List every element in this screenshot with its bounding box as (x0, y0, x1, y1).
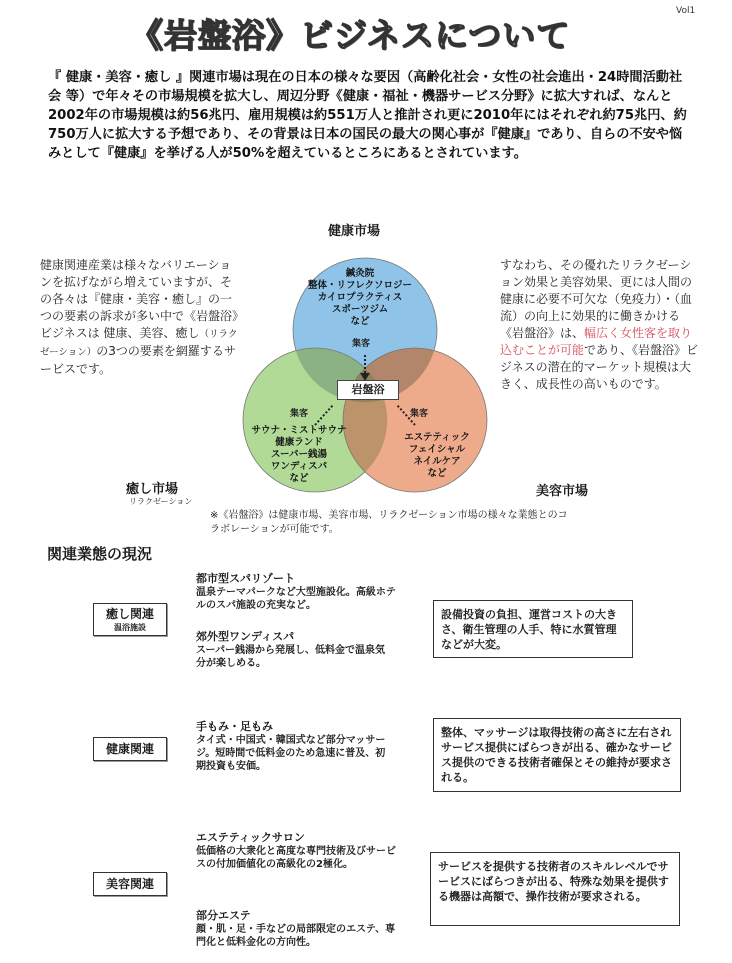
business-name: 都市型スパリゾート (196, 572, 295, 585)
healing-item: 健康ランド (275, 437, 323, 448)
healing-item: ワンディスパ (270, 461, 328, 472)
health-item: カイロプラクティス (317, 292, 403, 303)
healing-item: サウナ・ミストサウナ (251, 425, 347, 436)
business-entry (196, 907, 396, 949)
business-name: 郊外型ワンディスパ (196, 630, 295, 643)
business-desc: 顔・肌・足・手などの局部限定のエステ、専門化と低料金化の方向性。 (196, 924, 396, 948)
business-desc: 低価格の大衆化と高度な専門技術及びサービスの付加価値化の高級化の2極化。 (196, 846, 396, 870)
category-health (93, 737, 167, 761)
healing-items (243, 425, 355, 485)
healing-market-label: 癒し市場 (126, 482, 179, 497)
beauty-item: フェイシャル (408, 444, 466, 455)
category-beauty (93, 872, 167, 896)
issue-box: 設備投資の負担、運営コストの大きさ、衛生管理の人手、特に水質管理などが大変。 (433, 600, 633, 658)
category-healing (93, 603, 167, 636)
intro-paragraph: 『 健康・美容・癒し 』関連市場は現在の日本の様々な要因（高齢化社会・女性の社会進出・24時間活動社会 等）で年々その市場規模を拡大し、周辺分野《健康・福祉・機器サービス分野》に拡大すれば、なんと2002年の市場規模は約56兆円、雇用規模は約551万人と推計され更に2010年にはそれぞれ約75兆円、約750万人に拡大する予想であり、その背景は日本の国民の最大の関心事が『健康』であり、自らの不安や悩みとして『健康』を挙げる人が50%を超えているところにあるとされています。 (48, 70, 687, 161)
issue-box: サービスを提供する技術者のスキルレベルでサービスにばらつきが出る、特殊な効果を提供する機器は高額で、操作技術が要求される。 (430, 852, 680, 926)
attract-tag-health: 集客 (352, 339, 371, 349)
business-entry (196, 718, 391, 773)
category-sublabel: 温浴施設 (114, 623, 146, 632)
center-label-ganbanyoku: 岩盤浴 (337, 380, 399, 400)
right-description-pre: すなわち、その優れたリラクゼーション効果と美容効果、更には人間の健康に必要不可欠な（免疫力）・（血流）の向上に効果的に働きかける《岩盤浴》は、 (500, 258, 693, 340)
volume-label: Vol1 (676, 6, 696, 16)
business-entry (196, 829, 401, 871)
beauty-item: ネイルケア (413, 456, 461, 467)
business-name: エステティックサロン (196, 831, 305, 844)
healing-market-sublabel: リラクゼーション (129, 497, 193, 506)
left-description-tail: の3つの要素を網羅するサービスです。 (40, 344, 236, 376)
category-label: 癒し関連 (105, 607, 154, 621)
business-desc: タイ式・中国式・韓国式など部分マッサージ。短時間で低料金のため急速に普及、初期投資も安価。 (196, 735, 386, 772)
business-desc: スーパー銭湯から発展し、低料金で温泉気分が楽しめる。 (196, 645, 385, 669)
healing-item: スーパー銭湯 (270, 449, 328, 460)
left-description-main: 健康関連産業は様々なバリエーションを拡げながら増えていますが、その各々は『健康・美容・癒し』の一つの要素の訴求が多い中で《岩盤浴》ビジネスは 健康、美容、癒し (40, 258, 239, 340)
healing-item: など (289, 473, 309, 484)
page-title: 《岩盤浴》ビジネスについて (130, 16, 571, 55)
category-label: 健康関連 (105, 742, 154, 756)
health-market-label: 健康市場 (328, 224, 381, 239)
health-item: 整体・リフレクソロジー (308, 280, 412, 291)
right-description (500, 257, 700, 393)
right-description-highlight: 幅広く女性客を取り込むことが可能 (500, 326, 693, 357)
business-name: 手もみ・足もみ (196, 720, 273, 733)
attract-tag-healing: 集客 (290, 409, 309, 419)
beauty-items (392, 432, 482, 480)
health-item: 鍼灸院 (345, 268, 375, 279)
health-item: スポーツジム (331, 304, 389, 315)
beauty-item: など (427, 468, 447, 479)
business-entry (196, 628, 391, 670)
health-item: など (350, 316, 370, 327)
category-label: 美容関連 (105, 877, 154, 891)
beauty-market-label: 美容市場 (536, 484, 589, 499)
issue-box: 整体、マッサージは取得技術の高さに左右されサービス提供にばらつきが出る、確かなサービス提供のできる技術者確保とその維持が要求される。 (433, 718, 681, 792)
beauty-item: エステティック (404, 432, 470, 443)
business-desc: 温泉テーマパークなど大型施設化。高級ホテルのスパ施設の充実など。 (196, 587, 396, 611)
left-description-small: （リラクゼーション） (40, 329, 238, 358)
right-description-post: であり、《岩盤浴》ビジネスの潜在的マーケット規模は大きく、成長性の高いものです。 (500, 343, 699, 391)
business-name: 部分エステ (196, 909, 251, 922)
left-description (40, 257, 240, 378)
collaboration-note: ※《岩盤浴》は健康市場、美容市場、リラクゼーション市場の様々な業態とのコラボレーションが可能です。 (210, 510, 568, 535)
health-items (305, 268, 415, 328)
business-entry (196, 570, 396, 612)
attract-tag-beauty: 集客 (410, 409, 429, 419)
section-title: 関連業態の現況 (47, 545, 153, 563)
